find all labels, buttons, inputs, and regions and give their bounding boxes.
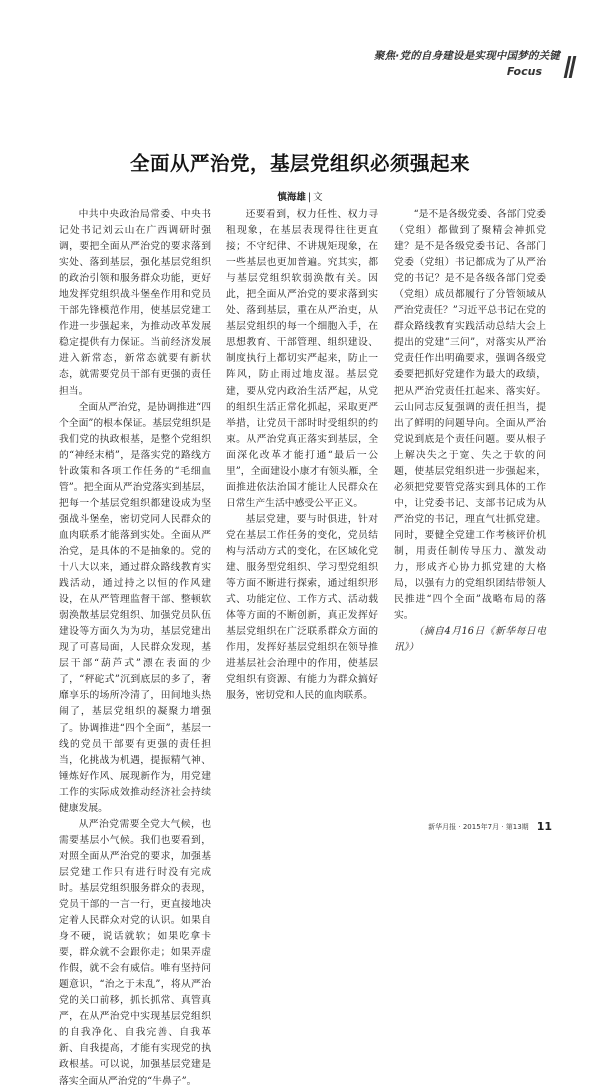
article-title: 全面从严治党，基层党组织必须强起来 bbox=[129, 152, 470, 175]
author-name: 慎海雄 bbox=[277, 192, 306, 203]
paragraph-6: “是不是各级党委、各部门党委（党组）都做到了聚精会神抓党建？是不是各级党委书记、各部门党委（党组）书记都成为了从严治党的书记？是不是各级各部门党委（党组）成员都履行了分管领域从严治党责任？”习近平总书记在党的群众路线教育实践活动总结大会上提出的党建“三问”，对落实从严治党责任作出明确要求，强调各级党委要把抓好党建作为最大的政绩，把从严治党责任扛起来、落实好。云山同志反复强调的责任担当，提出了鲜明的问题导向。全面从严治党说到底是个责任问题。要从根子上解决失之于宽、失之于软的问题，使基层党组织进一步强起来，必须把党要管党落实到具体的工作中，让党委书记、支部书记成为从严治党的书记，理直气壮抓党建。同时，要健全党建工作考核评价机制，用责任制传导压力、激发动力，形成齐心协力抓党建的大格局，以强有力的党组织团结带领人民推进“四个全面”战略布局的落实。 bbox=[394, 209, 546, 622]
text-column-1 bbox=[59, 207, 211, 1087]
byline bbox=[0, 189, 600, 203]
page-footer bbox=[428, 820, 552, 833]
paragraph-5: 基层党建，要与时俱进，针对党在基层工作任务的变化，党员结构与活动方式的变化，在区域化党建、服务型党组织、学习型党组织等方面不断进行探索，通过组织形式、功能定位、工作方式、活动载体等方面的不断创新，真正发挥好基层党组织在广泛联系群众方面的作用，发挥好基层党组织在领导推进基层社会治理中的作用，使基层党组织有资源、有能力为群众搞好服务，密切党和人民的血肉联系。 bbox=[226, 513, 378, 702]
text-column-3 bbox=[394, 207, 546, 844]
section-title: 聚焦·党的自身建设是实现中国梦的关键 bbox=[373, 50, 560, 62]
section-label: Focus bbox=[506, 65, 542, 78]
page-number: 11 bbox=[536, 820, 552, 833]
source-note: （摘自4月16日《新华每日电讯》） bbox=[394, 626, 546, 654]
byline-separator: | bbox=[307, 192, 312, 203]
paragraph-2: 全面从严治党，是协调推进“四个全面”的根本保证。基层党组织是我们党的执政根基，是整个党组织的“神经末梢”，是落实党的路线方针政策和各项工作任务的“毛细血管”。把全面从严治党落实到基层，把每一个基层党组织都建设成为坚强战斗堡垒，密切党同人民群众的血肉联系才能落到实处。全面从严治党，是具体的不是抽象的。党的十八大以来，通过群众路线教育实践活动，通过持之以恒的作风建设，在从严管理监督干部、整顿软弱涣散基层党组织、加强党员队伍建设等方面久为为功，基层党建出现了可喜局面，人民群众发现，基层干部“葫芦式”漂在表面的少了，“秤砣式”沉到底层的多了，奢靡享乐的场所冷清了，田间地头热闹了，基层党组织的凝聚力增强了。协调推进“四个全面”，基层一线的党员干部要有更强的责任担当，化挑战为机遇，提振精气神、锤炼好作风、展现新作为，用党建工作的实际成效推动经济社会持续健康发展。 bbox=[59, 401, 211, 814]
paragraph-1: 中共中央政治局常委、中央书记处书记刘云山在广西调研时强调，要把全面从严治党的要求落到实处、落到基层，强化基层党组织的政治引领和服务群众功能，更好地发挥党组织战斗堡垒作用和党员干部先锋模范作用，使基层党建工作进一步强起来，为推动改革发展稳定提供有力保证。当前经济发展进入新常态，新常态就要有新状态，就需要党员干部有更强的责任担当。 bbox=[59, 209, 211, 397]
text-column-2 bbox=[226, 207, 378, 844]
section-bars-icon bbox=[566, 56, 576, 78]
paragraph-4: 还要看到，权力任性、权力寻租现象，在基层表现得往往更直接；不守纪律、不讲规矩现象，在一些基层也更加普遍。究其实，都与基层党组织软弱涣散有关。因此，把全面从严治党的要求落到实处、落到基层，重在从严治吏，从基层党组织的每一个细胞入手，在思想教育、干部管理、组织建设、制度执行上都切实严起来，防止一阵风，防止雨过地皮湿。基层党建，要从党内政治生活严起，从党的组织生活正常化抓起，采取更严举措，让党员干部时时受组织的约束。从严治党真正落实到基层，全面深化改革才能打通“最后一公里”，全面建设小康才有领头雁，全面推进依法治国才能让人民群众在日常生产生活中感受公平正义。 bbox=[226, 209, 378, 509]
section-header bbox=[374, 48, 560, 78]
author-suffix: 文 bbox=[313, 192, 323, 203]
paragraph-3: 从严治党需要全党大气候，也需要基层小气候。我们也要看到，对照全面从严治党的要求，加强基层党建工作只有进行时没有完成时。基层党组织服务群众的表现，党员干部的一言一行，更直接地决定着人民群众对党的认识。如果自身不硬，说话就软；如果吃拿卡要，群众就不会跟你走；如果弄虚作假，就不会有威信。唯有坚持问题意识，“治之于未乱”，将从严治党的关口前移，抓长抓常、真管真严，在从严治党中实现基层党组织的自我净化、自我完善、自我革新、自我提高，才能有实现党的执政根基。可以说，加强基层党建是落实全面从严治党的“牛鼻子”。 bbox=[59, 818, 211, 1087]
magazine-info: 新华月报 · 2015年7月 · 第13期 bbox=[428, 822, 529, 831]
